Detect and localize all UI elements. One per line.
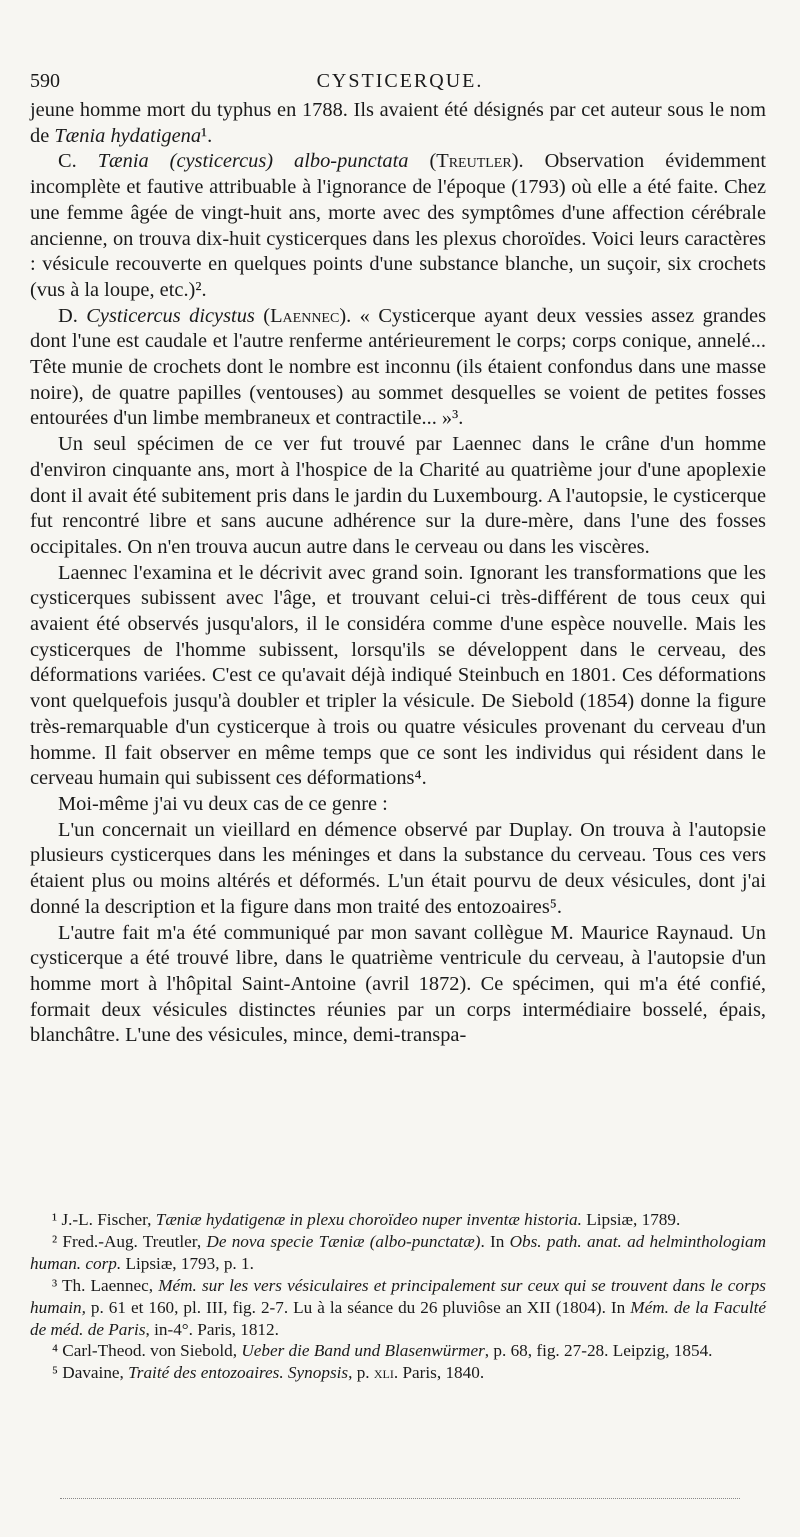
small-caps-text: xli [373,1363,394,1383]
note-reference: ². [195,278,207,301]
text-run: Un seul spécimen de ce ver fut trouvé par Laennec dans le crâne d'un homme d'environ cinquante ans, mort à l'hospice de la Charité au quatrième jour d'une apoplexie dont il avait été subitement pris dans le jardin du Luxembourg. A l'autopsie, le cysticerque fut rencontré libre et sans aucune adhérence sur la dure-mère, dans l'une des fosses occipitales. On n'en trouva aucun autre dans le cerveau ou dans les viscères. [30,433,766,558]
paragraph-p1 [30,149,766,303]
text-run: L'autre fait m'a été communiqué par mon savant collègue M. Maurice Raynaud. Un cysticerque a été trouvé libre, dans le quatrième ventricule du cerveau, à l'autopsie d'un homme mort à l'hôpital Saint-Antoine (avril 1872). Ce spécimen, qui m'a été confié, formait deux vésicules distinctes réunies par un corps intermédiaire bosselé, épais, blanchâtre. L'une des vésicules, mince, demi-transpa- [30,921,766,1047]
note-reference: ¹. [201,124,213,147]
note-reference: ³. [452,407,464,430]
small-caps-text: Laennec [270,304,340,327]
text-run: ² Fred.-Aug. Treutler, [52,1231,207,1251]
text-run: Lipsiæ, 1789. [581,1210,681,1229]
paragraph-p7 [30,921,766,1050]
paragraph-p5 [30,792,766,818]
text-run: ( [254,304,271,327]
text-run: ³ Th. Laennec, [52,1275,159,1295]
text-run: ⁴ Carl-Theod. von Siebold, [52,1341,242,1361]
text-run: p. 61 et 160, pl. III, fig. 2-7. Lu à la séance du 26 pluviôse an XII (1804). In [85,1297,631,1317]
italic-text: Mém. sur les vers vésiculaires et principalement sur ceux qui se trouvent dans le corps humain, [30,1275,766,1317]
paragraph-p3 [30,432,766,561]
text-run: L'un concernait un vieillard en démence observé par Duplay. On trouva à l'autopsie plusieurs cysticerques dans les méninges et dans la substance du cerveau. Tous ces vers étaient plus ou moins altérés et déformés. L'un était pourvu de deux vésicules, dont j'ai donné la description et la figure dans mon traité des entozoaires [30,818,766,918]
page-number: 590 [30,70,60,92]
text-run: ⁵ Davaine, [52,1363,129,1383]
text-run: Moi-même j'ai vu deux cas de ce genre : [58,792,388,815]
running-title: CYSTICERQUE. [316,70,484,92]
text-run: ( [408,150,437,173]
text-run: Lipsiæ, 1793, p. 1. [121,1253,254,1273]
footnote-fn1 [30,1209,766,1231]
paragraph-p0 [30,98,766,149]
footnotes [30,1209,766,1384]
text-run: . In [480,1231,510,1251]
footnote-fn3 [30,1275,766,1341]
paragraph-p2 [30,304,766,433]
footnote-fn5 [30,1362,766,1384]
note-reference: ⁵. [549,895,563,918]
footnote-fn4 [30,1340,766,1362]
text-run: . Paris, 1840. [393,1363,485,1383]
italic-text: Tæniæ hydatigenæ in plexu choroïdeo nuper inventæ historia. [155,1210,582,1229]
italic-text: Tænia hydatigena [54,124,202,147]
page-header [30,70,770,96]
text-run: ). Observation évidemment incomplète et fautive attribuable à l'ignorance de l'époque (1793) où elle a été faite. Chez une femme âgée de vingt-huit ans, morte avec des symptômes d'une affection cérébrale ancienne, on trouva dix-huit cysticerques dans les plexus choroïdes. Voici leurs caractères : vésicule recouverte en quelques points d'une substance blanche, un suçoir, six crochets (vus à la loupe, etc.) [30,150,767,301]
italic-text: Mém. de la Faculté de méd. de Paris [30,1297,766,1339]
text-run: ). « Cysticerque ayant deux vessies assez grandes dont l'une est caudale et l'autre renferme antérieurement le corps; corps conique, annelé... Tête munie de crochets dont le nombre est inconnu (ils étaient confondus dans une masse noire), de quatre papilles (ventouses) au sommet desquelles se voient de petites fosses entourées d'un limbe membraneux et contractile... » [30,304,767,430]
body-text [30,98,766,1049]
italic-text: Cysticercus dicystus [86,304,255,327]
text-run: jeune homme mort du typhus en 1788. Ils avaient été désignés par cet auteur sous le nom de [30,99,766,147]
paragraph-p4 [30,561,766,792]
note-reference: ⁴. [414,767,427,790]
footnote-fn2 [30,1231,766,1275]
bottom-dotted-rule [60,1498,740,1499]
italic-text: Tænia (cysticercus) albo-punctata [97,150,409,173]
text-run: , in-4°. Paris, 1812. [145,1319,279,1339]
text-run: , p. 68, fig. 27-28. Leipzig, 1854. [484,1341,713,1361]
text-run: , p. [348,1363,374,1383]
italic-text: De nova specie Tæniæ (albo-punctatæ) [206,1231,481,1251]
italic-text: Traité des entozoaires. Synopsis [128,1363,349,1383]
text-run: ¹ J.-L. Fischer, [52,1210,156,1229]
text-run: D. [58,304,87,327]
paragraph-p6 [30,818,766,921]
small-caps-text: Treutler [436,150,512,173]
italic-text: Ueber die Band und Blasenwürmer [241,1341,485,1361]
italic-text: Obs. path. anat. ad helminthologiam human. corp. [30,1231,767,1273]
text-run: Laennec l'examina et le décrivit avec grand soin. Ignorant les transformations que les cysticerques subissent avec l'âge, et trouvant celui-ci très-différent de tous ceux qui avaient été observés jusqu'alors, il le considéra comme d'une espèce nouvelle. Mais les cysticerques de l'homme subissent, lorsqu'ils se développent dans le cerveau, des déformations variées. C'est ce qu'avait déjà indiqué Steinbuch en 1801. Ces déformations vont quelquefois jusqu'à doubler et tripler la vésicule. De Siebold (1854) donne la figure très-remarquable d'un cysticerque à trois ou quatre vésicules provenant du cerveau d'un homme. Il fait observer en même temps que ce sont les individus qui résident dans le cerveau humain qui subissent ces déformations [30,561,766,790]
text-run: C. [58,150,98,173]
